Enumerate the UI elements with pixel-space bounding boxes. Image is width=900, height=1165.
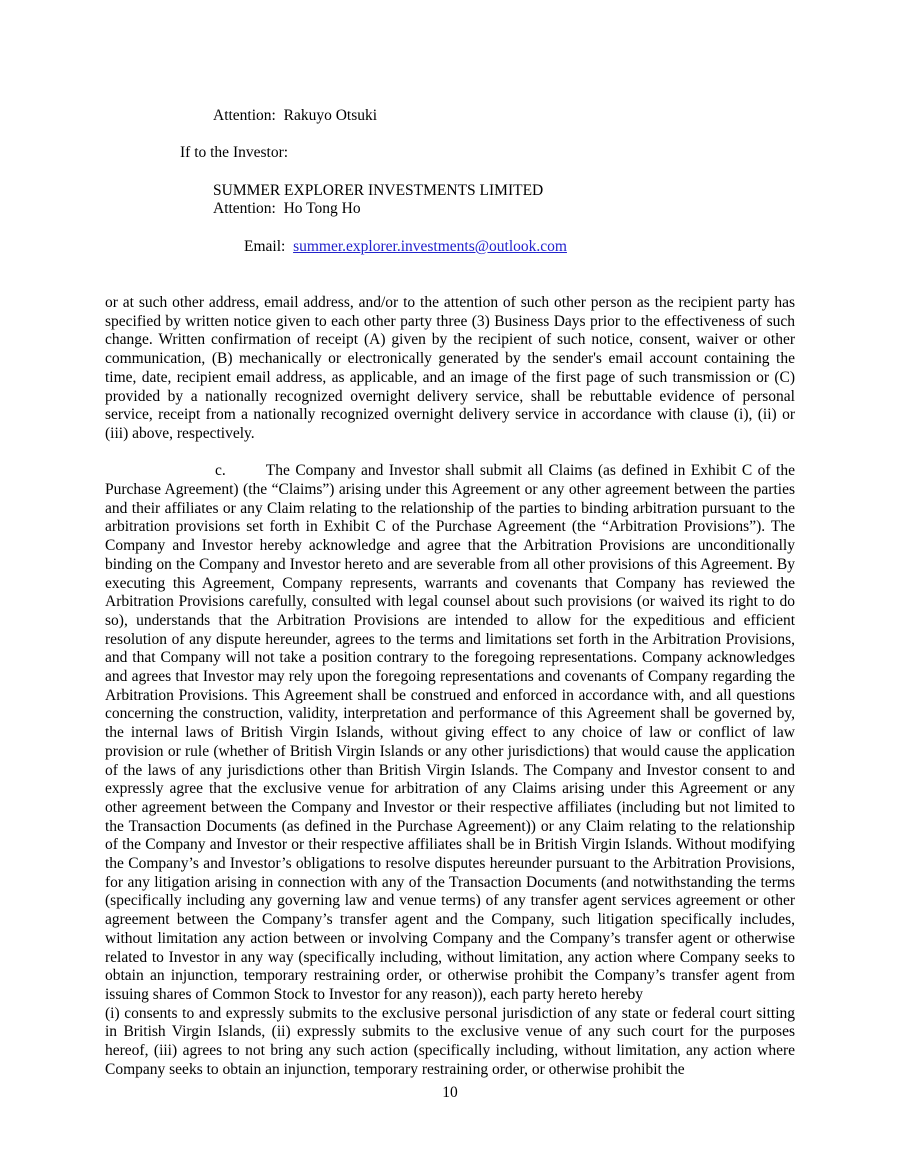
email-link[interactable]: summer.explorer.investments@outlook.com bbox=[293, 237, 567, 255]
investor-email-line bbox=[213, 219, 795, 275]
clause-c-text: The Company and Investor shall submit all Claims (as defined in Exhibit C of the Purchase Agreement) (the “Claims”) arising under this Agreement or any other agreement between the parties and their affiliates or any Claim relating to the relationship of the parties to binding arbitration pursuant to the arbitration provisions set forth in Exhibit C of the Purchase Agreement (the “Arbitration Provisions”). The Company and Investor hereby acknowledge and agree that the Arbitration Provisions are unconditionally binding on the Company and Investor hereto and are severable from all other provisions of this Agreement. By executing this Agreement, Company represents, warrants and covenants that Company has reviewed the Arbitration Provisions carefully, consulted with legal counsel about such provisions (or waived its right to do so), understands that the Arbitration Provisions are intended to allow for the expeditious and efficient resolution of any dispute hereunder, agrees to the terms and limitations set forth in the Arbitration Provisions, and that Company will not take a position contrary to the foregoing representations. Company acknowledges and agrees that Investor may rely upon the foregoing representations and covenants of Company regarding the Arbitration Provisions. This Agreement shall be construed and enforced in accordance with, and all questions concerning the construction, validity, interpretation and performance of this Agreement shall be governed by, the internal laws of British Virgin Islands, without giving effect to any choice of law or conflict of law provision or rule (whether of British Virgin Islands or any other jurisdictions) that would cause the application of the laws of any jurisdictions other than British Virgin Islands. The Company and Investor consent to and expressly agree that the exclusive venue for arbitration of any Claims arising under this Agreement or any other agreement between the Company and Investor or their respective affiliates (including but not limited to the Transaction Documents (as defined in the Purchase Agreement)) or any Claim relating to the relationship of the Company and Investor or their respective affiliates shall be in British Virgin Islands. Without modifying the Company’s and Investor’s obligations to resolve disputes hereunder pursuant to the Arbitration Provisions, for any litigation arising in connection with any of the Transaction Documents (and notwithstanding the terms (specifically including any governing law and venue terms) of any transfer agent services agreement or other agreement between the Company’s transfer agent and the Company, such litigation specifically includes, without limitation any action between or involving Company and the Company’s transfer agent or otherwise related to Investor in any way (specifically including, without limitation, any action where Company seeks to obtain an injunction, temporary restraining order, or otherwise prohibit the Company’s transfer agent from issuing shares of Common Stock to Investor for any reason)), each party hereto hereby bbox=[105, 462, 795, 1003]
email-label: Email: bbox=[244, 237, 294, 255]
page-number: 10 bbox=[442, 1084, 458, 1101]
investor-attention-line: Attention: Ho Tong Ho bbox=[213, 200, 361, 218]
investor-name: SUMMER EXPLORER INVESTMENTS LIMITED bbox=[213, 181, 544, 199]
notice-continuation-paragraph: or at such other address, email address, and/or to the attention of such other person as the recipient party has specified by written notice given to each other party three (3) Business Days prior to the effectiveness of such change. Written confirmation of receipt (A) given by the recipient of such notice, consent, waiver or other communication, (B) mechanically or electronically generated by the sender's email account containing the time, date, recipient email address, as applicable, and an image of the first page of such transmission or (C) provided by a nationally recognized overnight delivery service, shall be rebuttable evidence of personal service, receipt from a nationally recognized overnight delivery service in accordance with clause (i), (ii) or (iii) above, respectively. bbox=[105, 293, 795, 442]
clause-c-enumeration: (i) consents to and expressly submits to the exclusive personal jurisdiction of any state or federal court sitting in British Virgin Islands, (ii) expressly submits to the exclusive venue of any such court for the purposes hereof, (iii) agrees to not bring any such action (specifically including, without limitation, any action where Company seeks to obtain an injunction, temporary restraining order, or otherwise prohibit the bbox=[105, 1004, 795, 1078]
clause-c-label: c. bbox=[215, 462, 226, 480]
clause-c-paragraph bbox=[105, 462, 795, 1004]
investor-notice-heading: If to the Investor: bbox=[180, 144, 289, 162]
document-content bbox=[105, 107, 795, 1080]
investor-address-block bbox=[105, 182, 795, 276]
company-attention-line: Attention: Rakuyo Otsuki bbox=[213, 107, 378, 124]
